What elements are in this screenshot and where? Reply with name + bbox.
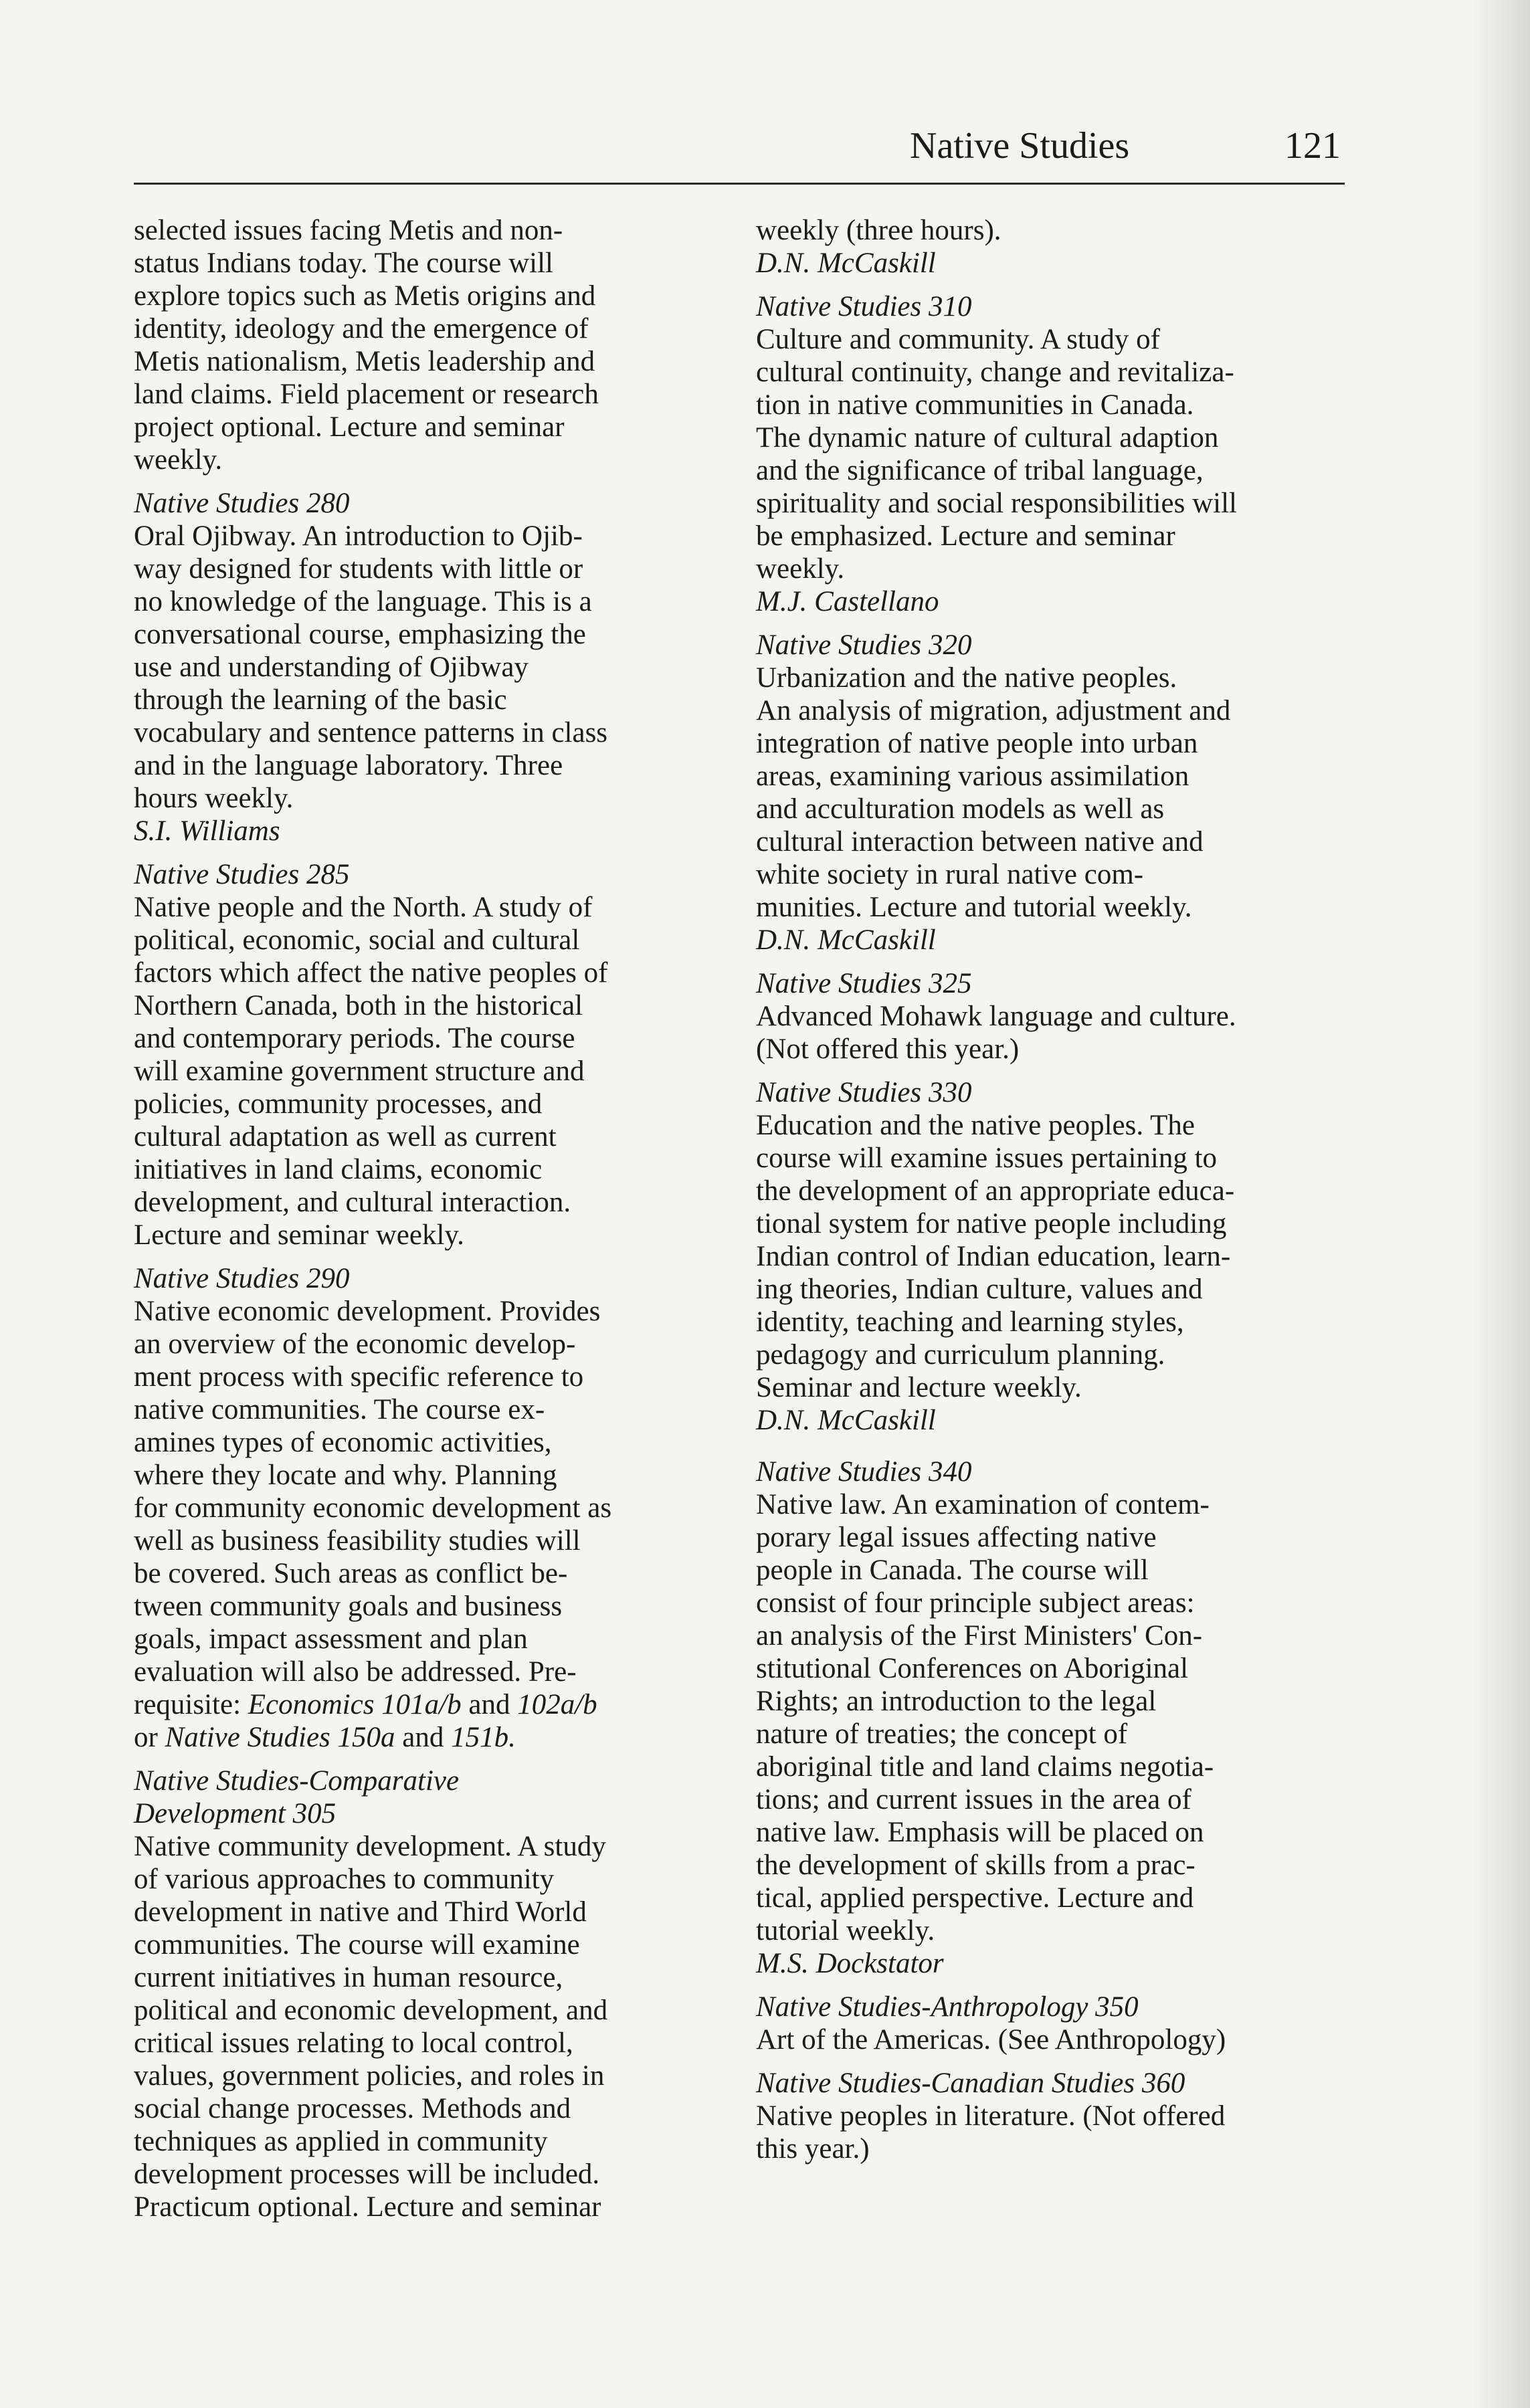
course-heading: Native Studies-Canadian Studies 360 [756, 2068, 1185, 2099]
course-description: Oral Ojibway. An introduction to Ojib- way designed for students with little or no knowledge of the language. This is a conversational course, emphasizing the use and understanding of Ojibway through the learning of the basic vocabulary and sentence patterns in class and in the language laboratory. Three hours weekly. [134, 520, 608, 814]
course-entry [756, 1991, 1358, 2056]
course-heading: Native Studies-Comparative Development 305 [134, 1765, 460, 1829]
prereq-course: Economics 101a/b [248, 1689, 462, 1720]
prereq-prefix: requisite: [134, 1689, 248, 1720]
page-number: 121 [1284, 125, 1341, 167]
course-description: Urbanization and the native peoples. An analysis of migration, adjustment and integration of native people into urban areas, examining various assimilation and acculturation models as well as cultural interaction between native and white society in rural native com- munities. Lecture and tutorial weekly. [756, 662, 1231, 923]
course-heading: Native Studies 280 [134, 488, 350, 519]
page-header [883, 119, 1345, 173]
course-entry [756, 290, 1358, 618]
course-entry [134, 1262, 736, 1754]
course-heading: Native Studies 290 [134, 1263, 350, 1294]
course-description: Culture and community. A study of cultural continuity, change and revitaliza- tion in native communities in Canada. The dynamic nature of cultural adaption and the significance of tribal language, spirituality and social responsibilities will be emphasized. Lecture and seminar weekly. [756, 324, 1237, 585]
running-header-title: Native Studies [910, 125, 1130, 167]
left-column [134, 214, 736, 2234]
course-entry [134, 487, 736, 847]
continued-course-text: selected issues facing Metis and non- status Indians today. The course will explore topics such as Metis origins and identity, ideology and the emergence of Metis nationalism, Metis leadership and land claims. Field placement or research project optional. Lecture and seminar weekly. [134, 215, 599, 476]
course-heading: Native Studies 310 [756, 291, 972, 322]
course-heading: Native Studies 320 [756, 629, 972, 661]
course-instructor: D.N. McCaskill [756, 247, 936, 279]
prerequisite-line [134, 1721, 736, 1754]
course-description: Advanced Mohawk language and culture. (Not offered this year.) [756, 1001, 1236, 1065]
course-instructor: M.J. Castellano [756, 586, 939, 617]
course-entry [756, 629, 1358, 957]
course-description: Art of the Americas. (See Anthropology) [756, 2024, 1226, 2055]
prereq-conjunction: and [395, 1722, 452, 1753]
prereq-course: 102a/b [517, 1689, 597, 1720]
header-rule [134, 183, 1345, 185]
prereq-conjunction: and [461, 1689, 518, 1720]
prereq-course: Native Studies 150a [165, 1722, 395, 1753]
course-description: Native peoples in literature. (Not offered this year.) [756, 2100, 1226, 2165]
course-entry [756, 1076, 1358, 1437]
course-heading: Native Studies 285 [134, 859, 350, 890]
prereq-conjunction: or [134, 1722, 165, 1753]
course-instructor: D.N. McCaskill [756, 1405, 936, 1436]
course-entry [756, 967, 1358, 1066]
course-instructor: D.N. McCaskill [756, 924, 936, 956]
right-column [756, 214, 1358, 2176]
course-entry [756, 2067, 1358, 2165]
course-description: Native economic development. Provides an overview of the economic develop- ment process with specific reference to native communities. The course ex- amines types of economic activities, where they locate and why. Planning for community economic development as well as business feasibility studies will be covered. Such areas as conflict be- tween community goals and business goals, impact assessment and plan evaluation will also be addressed. Pre- [134, 1296, 612, 1688]
course-heading: Native Studies-Anthropology 350 [756, 1991, 1139, 2023]
course-description: Native community development. A study of various approaches to community development in native and Third World communities. The course will examine current initiatives in human resource, political and economic development, and critical issues relating to local control, values, government policies, and roles in social change processes. Methods and techniques as applied in community development processes will be included. Practicum optional. Lecture and seminar [134, 1831, 608, 2223]
course-instructor: M.S. Dockstator [756, 1948, 944, 1979]
page-edge-shadow [1472, 0, 1530, 2408]
course-entry [756, 1456, 1358, 1980]
course-heading: Native Studies 340 [756, 1456, 972, 1488]
course-entry [134, 858, 736, 1251]
course-heading: Native Studies 330 [756, 1077, 972, 1108]
prerequisite-line [134, 1688, 736, 1721]
course-description: Native people and the North. A study of political, economic, social and cultural factors which affect the native peoples of Northern Canada, both in the historical and contemporary periods. The course will examine government structure and policies, community processes, and cultural adaptation as well as current initiatives in land claims, economic development, and cultural interaction. Lecture and seminar weekly. [134, 892, 608, 1251]
course-heading: Native Studies 325 [756, 968, 972, 999]
course-instructor: S.I. Williams [134, 815, 280, 847]
course-description: Native law. An examination of contem- porary legal issues affecting native people in Canada. The course will consist of four principle subject areas: an analysis of the First Ministers' Con- stitutional Conferences on Aboriginal Rights; an introduction to the legal nature of treaties; the concept of aboriginal title and land claims negotia- tions; and current issues in the area of native law. Emphasis will be placed on the development of skills from a prac- tical, applied perspective. Lecture and tutorial weekly. [756, 1489, 1214, 1946]
course-description: Education and the native peoples. The course will examine issues pertaining to the development of an appropriate educa- tional system for native people including Indian control of Indian education, learn- ing theories, Indian culture, values and identity, teaching and learning styles, pedagogy and curriculum planning. Seminar and lecture weekly. [756, 1110, 1235, 1403]
prereq-course: 151b. [451, 1722, 516, 1753]
continued-course-text: weekly (three hours). [756, 215, 1001, 246]
course-entry [134, 1765, 736, 2223]
